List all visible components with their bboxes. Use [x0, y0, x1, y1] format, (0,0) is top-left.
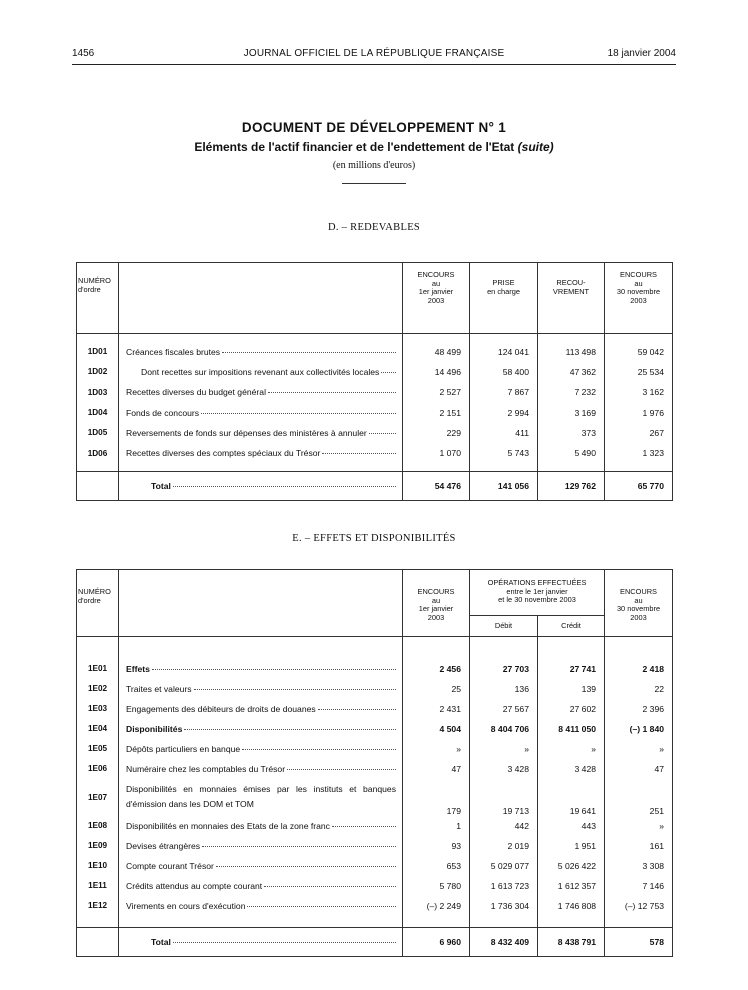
col-header-prise: PRISE en charge [470, 263, 538, 334]
value-cell-3: 8 411 050 [538, 719, 605, 739]
total-row [77, 928, 673, 957]
table-row [77, 679, 673, 699]
row-label [119, 362, 403, 382]
value-cell-2: » [470, 739, 538, 759]
leader-dots [184, 729, 396, 730]
redevables-table [76, 262, 673, 501]
table-row [77, 443, 673, 463]
leader-dots [247, 906, 396, 907]
row-code: 1D02 [77, 362, 119, 382]
leader-dots [318, 709, 396, 710]
value-cell-1: (–) 2 249 [403, 896, 470, 916]
subtitle-suffix: (suite) [517, 140, 554, 154]
value-cell-4: 267 [605, 423, 673, 443]
leader-dots [242, 749, 396, 750]
row-label-text: Effets [126, 663, 150, 674]
value-cell-4: (–) 12 753 [605, 896, 673, 916]
value-cell-4: 251 [605, 779, 673, 816]
row-label-text: Disponibilités en monnaies émises par les instituts et banques d'émission dans les DOM et TOM [126, 784, 396, 809]
row-code: 1E12 [77, 896, 119, 916]
total-value-1: 54 476 [403, 471, 470, 500]
total-value-3: 129 762 [538, 471, 605, 500]
row-label-text: Dépôts particuliers en banque [126, 743, 241, 754]
total-value-2: 141 056 [470, 471, 538, 500]
row-label [119, 443, 403, 463]
header-rule [72, 64, 676, 65]
row-code: 1E09 [77, 836, 119, 856]
total-value-3: 8 438 791 [538, 928, 605, 957]
value-cell-4: 161 [605, 836, 673, 856]
value-cell-2: 124 041 [470, 342, 538, 362]
value-cell-2: 27 567 [470, 699, 538, 719]
leader-dots [287, 769, 396, 770]
row-code: 1D04 [77, 402, 119, 422]
value-cell-2: 1 736 304 [470, 896, 538, 916]
row-label-text: Virements en cours d'exécution [126, 900, 246, 911]
leader-dots [369, 433, 396, 434]
value-cell-1: 93 [403, 836, 470, 856]
section-e-title: E. – EFFETS ET DISPONIBILITÉS [292, 533, 456, 544]
value-cell-3: 47 362 [538, 362, 605, 382]
total-value-2: 8 432 409 [470, 928, 538, 957]
row-code: 1E03 [77, 699, 119, 719]
value-cell-1: 14 496 [403, 362, 470, 382]
value-cell-1: 2 456 [403, 659, 470, 679]
row-label-text: Fonds de concours [126, 407, 200, 418]
value-cell-2: 8 404 706 [470, 719, 538, 739]
row-label [119, 719, 403, 739]
leader-dots [322, 453, 396, 454]
table-row [77, 876, 673, 896]
value-cell-4: 22 [605, 679, 673, 699]
table-row [77, 836, 673, 856]
row-label-text: Recettes diverses du budget général [126, 387, 266, 398]
total-value-1: 6 960 [403, 928, 470, 957]
subtitle-text: Eléments de l'actif financier et de l'endettement de l'Etat [194, 140, 515, 154]
value-cell-3: 139 [538, 679, 605, 699]
value-cell-4: 7 146 [605, 876, 673, 896]
row-code: 1E08 [77, 816, 119, 836]
total-label: Total [151, 937, 171, 947]
value-cell-3: 27 741 [538, 659, 605, 679]
document-title: DOCUMENT DE DÉVELOPPEMENT N° 1 [241, 120, 507, 135]
value-cell-4: (–) 1 840 [605, 719, 673, 739]
value-cell-3: 19 641 [538, 779, 605, 816]
col-header-recouvrement: RECOU- VREMENT [538, 263, 605, 334]
value-cell-1: 47 [403, 759, 470, 779]
row-label-text: Numéraire chez les comptables du Trésor [126, 763, 286, 774]
value-cell-2: 2 019 [470, 836, 538, 856]
value-cell-3: 5 026 422 [538, 856, 605, 876]
col-header-label [119, 570, 403, 637]
col-header-label [119, 263, 403, 334]
row-code: 1E02 [77, 679, 119, 699]
col-header-encours-end: ENCOURS au 30 novembre 2003 [605, 570, 673, 637]
table-row [77, 856, 673, 876]
leader-dots [202, 846, 396, 847]
row-label-text: Créances fiscales brutes [126, 346, 221, 357]
row-label [119, 779, 403, 816]
value-cell-1: 179 [403, 779, 470, 816]
row-label-text: Disponibilités [126, 723, 183, 734]
leader-dots [194, 689, 396, 690]
col-header-code: NUMÉRO d'ordre [77, 263, 119, 334]
row-code: 1E11 [77, 876, 119, 896]
value-cell-3: 3 428 [538, 759, 605, 779]
value-cell-3: 443 [538, 816, 605, 836]
leader-dots [216, 866, 396, 867]
value-cell-3: 113 498 [538, 342, 605, 362]
value-cell-2: 7 867 [470, 382, 538, 402]
col-header-debit: Débit [470, 616, 538, 637]
value-cell-2: 1 613 723 [470, 876, 538, 896]
row-label-text: Crédits attendus au compte courant [126, 880, 263, 891]
table-row [77, 779, 673, 816]
leader-dots [222, 352, 396, 353]
row-label [119, 759, 403, 779]
leader-dots [152, 669, 396, 670]
row-code: 1D05 [77, 423, 119, 443]
row-label-text: Recettes diverses des comptes spéciaux du Trésor [126, 448, 321, 459]
leader-dots [264, 886, 396, 887]
value-cell-1: 4 504 [403, 719, 470, 739]
document-subtitle [0, 140, 748, 154]
value-cell-4: 47 [605, 759, 673, 779]
table-row [77, 382, 673, 402]
value-cell-1: 1 [403, 816, 470, 836]
value-cell-2: 5 743 [470, 443, 538, 463]
row-label-text: Devises étrangères [126, 840, 201, 851]
value-cell-4: 2 418 [605, 659, 673, 679]
row-label [119, 896, 403, 916]
value-cell-1: 25 [403, 679, 470, 699]
value-cell-4: » [605, 816, 673, 836]
row-code: 1E05 [77, 739, 119, 759]
row-label [119, 816, 403, 836]
col-header-credit: Crédit [538, 616, 605, 637]
leader-dots [173, 486, 396, 487]
row-label-text: Compte courant Trésor [126, 860, 214, 871]
row-label-text: Traites et valeurs [126, 683, 192, 694]
table-row [77, 816, 673, 836]
row-code: 1D01 [77, 342, 119, 362]
table-row [77, 739, 673, 759]
value-cell-4: 59 042 [605, 342, 673, 362]
row-label [119, 382, 403, 402]
value-cell-3: 1 612 357 [538, 876, 605, 896]
value-cell-2: 136 [470, 679, 538, 699]
effets-disponibilites-table [76, 569, 673, 957]
row-label-text: Engagements des débiteurs de droits de douanes [126, 703, 316, 714]
table-row [77, 342, 673, 362]
section-d-title: D. – REDEVABLES [327, 222, 421, 233]
value-cell-4: 2 396 [605, 699, 673, 719]
row-code: 1E01 [77, 659, 119, 679]
total-row [77, 471, 673, 500]
row-label-text: Dont recettes sur impositions revenant aux collectivités locales [141, 366, 380, 377]
row-label-text: Disponibilités en monnaies des Etats de la zone franc [126, 820, 330, 831]
row-label [119, 699, 403, 719]
value-cell-1: » [403, 739, 470, 759]
value-cell-3: 7 232 [538, 382, 605, 402]
value-cell-2: 58 400 [470, 362, 538, 382]
col-header-encours-end: ENCOURS au 30 novembre 2003 [605, 263, 673, 334]
title-rule [342, 183, 406, 184]
value-cell-1: 5 780 [403, 876, 470, 896]
value-cell-3: » [538, 739, 605, 759]
value-cell-4: 1 323 [605, 443, 673, 463]
value-cell-2: 27 703 [470, 659, 538, 679]
value-cell-3: 1 951 [538, 836, 605, 856]
row-code: 1E07 [77, 779, 119, 816]
table-row [77, 402, 673, 422]
table-row [77, 659, 673, 679]
value-cell-1: 1 070 [403, 443, 470, 463]
value-cell-2: 5 029 077 [470, 856, 538, 876]
page-number: 1456 [72, 48, 95, 59]
row-label [119, 659, 403, 679]
value-cell-3: 373 [538, 423, 605, 443]
value-cell-2: 19 713 [470, 779, 538, 816]
leader-dots [381, 372, 396, 373]
row-code: 1D06 [77, 443, 119, 463]
value-cell-1: 229 [403, 423, 470, 443]
value-cell-3: 3 169 [538, 402, 605, 422]
table-row [77, 423, 673, 443]
col-header-encours-start: ENCOURS au 1er janvier 2003 [403, 570, 470, 637]
value-cell-2: 2 994 [470, 402, 538, 422]
value-cell-1: 48 499 [403, 342, 470, 362]
row-code: 1E06 [77, 759, 119, 779]
row-code: 1E04 [77, 719, 119, 739]
col-header-code: NUMÉRO d'ordre [77, 570, 119, 637]
row-label [119, 402, 403, 422]
total-value-4: 578 [605, 928, 673, 957]
row-label [119, 836, 403, 856]
table-row [77, 759, 673, 779]
value-cell-4: 1 976 [605, 402, 673, 422]
value-cell-1: 2 151 [403, 402, 470, 422]
table-row [77, 699, 673, 719]
value-cell-4: » [605, 739, 673, 759]
leader-dots [201, 413, 396, 414]
row-label [119, 856, 403, 876]
value-cell-2: 411 [470, 423, 538, 443]
leader-dots [173, 942, 396, 943]
issue-date: 18 janvier 2004 [607, 48, 676, 59]
leader-dots [268, 392, 396, 393]
row-label [119, 342, 403, 362]
value-cell-4: 3 162 [605, 382, 673, 402]
value-cell-4: 25 534 [605, 362, 673, 382]
row-label-text: Reversements de fonds sur dépenses des ministères à annuler [126, 427, 367, 438]
total-label: Total [151, 480, 171, 491]
value-cell-2: 3 428 [470, 759, 538, 779]
value-cell-3: 5 490 [538, 443, 605, 463]
value-cell-2: 442 [470, 816, 538, 836]
row-label [119, 679, 403, 699]
row-label [119, 739, 403, 759]
row-code: 1D03 [77, 382, 119, 402]
value-cell-3: 1 746 808 [538, 896, 605, 916]
table-row [77, 362, 673, 382]
total-value-4: 65 770 [605, 471, 673, 500]
value-cell-3: 27 602 [538, 699, 605, 719]
table-row [77, 896, 673, 916]
journal-title: JOURNAL OFFICIEL DE LA RÉPUBLIQUE FRANÇAISE [243, 48, 505, 59]
row-label [119, 876, 403, 896]
row-code: 1E10 [77, 856, 119, 876]
col-header-operations: OPÉRATIONS EFFECTUÉES entre le 1er janvier et le 30 novembre 2003 [470, 570, 605, 616]
running-header [72, 48, 676, 62]
leader-dots [332, 826, 396, 827]
row-label [119, 423, 403, 443]
value-cell-1: 2 527 [403, 382, 470, 402]
value-cell-1: 653 [403, 856, 470, 876]
table-row [77, 719, 673, 739]
value-cell-1: 2 431 [403, 699, 470, 719]
col-header-encours-start: ENCOURS au 1er janvier 2003 [403, 263, 470, 334]
unit-note: (en millions d'euros) [332, 160, 416, 171]
value-cell-4: 3 308 [605, 856, 673, 876]
